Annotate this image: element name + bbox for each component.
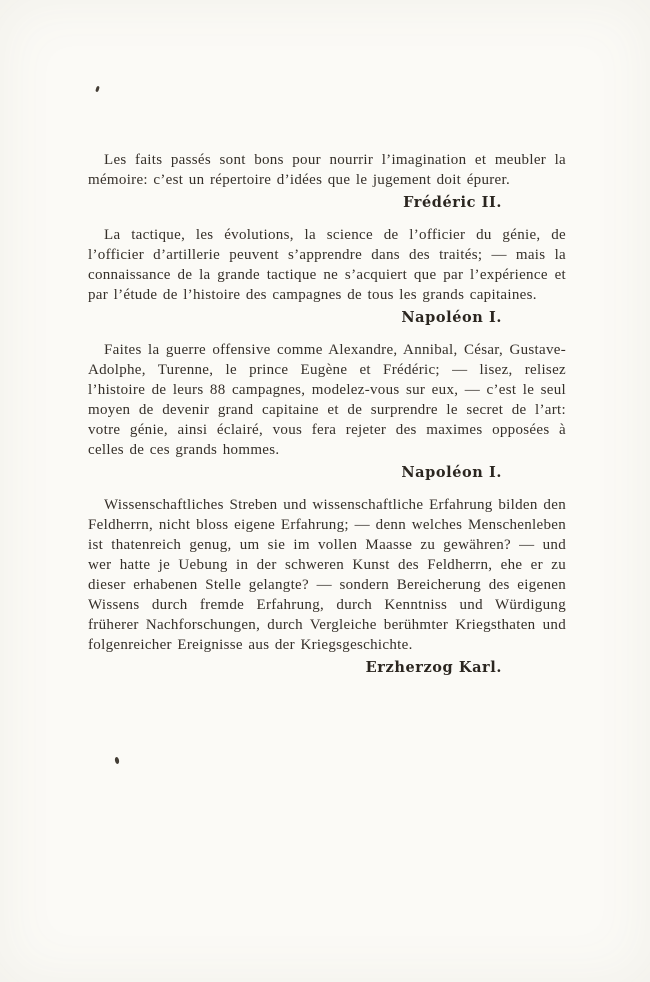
quote-frederic <box>88 150 566 213</box>
epigraph-block <box>88 150 566 690</box>
quote-attribution: Napoléon I. <box>401 464 502 481</box>
quote-text: La tactique, les évolutions, la science de l’officier du génie, de l’officier d’artillerie peuvent s’apprendre dans des traités; — mais la connaissance de la grande tactique ne s’acquiert que par l’expérience et par l’étude de l’histoire des campagnes de tous les grands capitaines. <box>88 227 566 303</box>
quote-attribution: Frédéric II. <box>403 194 502 211</box>
quote-napoleon-2 <box>88 340 566 483</box>
quote-erzherzog-karl <box>88 495 566 678</box>
quote-napoleon-1 <box>88 225 566 328</box>
quote-attribution: Erzherzog Karl. <box>365 659 502 676</box>
ink-speck <box>114 757 119 765</box>
ink-speck <box>95 86 100 93</box>
quote-text: Wissenschaftliches Streben und wissenschaftliche Erfahrung bilden den Feldherrn, nicht bloss eigene Erfahrung; — denn welches Menschenleben ist thatenreich genug, um sie im vollen Maasse zu gewähren? — und wer hatte je Uebung in der schweren Kunst des Feldherrn, ehe er zu dieser erhabenen Stelle gelangte? — sondern Bereicherung des eigenen Wissens durch fremde Erfahrung, durch Kenntniss und Würdigung früherer Nachforschungen, durch Vergleiche berühmter Kriegsthaten und folgenreicher Ereignisse aus der Kriegsgeschichte. <box>88 497 566 653</box>
quote-text: Les faits passés sont bons pour nourrir l’imagination et meubler la mémoire: c’est un répertoire d’idées que le jugement doit épurer. <box>88 152 566 188</box>
quote-attribution: Napoléon I. <box>401 309 502 326</box>
quote-text: Faites la guerre offensive comme Alexandre, Annibal, César, Gustave-Adolphe, Turenne, le prince Eugène et Frédéric; — lisez, relisez l’histoire de leurs 88 campagnes, modelez-vous sur eux, — c’est le seul moyen de devenir grand capitaine et de surprendre le secret de l’art: votre génie, ainsi éclairé, vous fera rejeter des maximes opposées à celles de ces grands hommes. <box>88 342 566 458</box>
